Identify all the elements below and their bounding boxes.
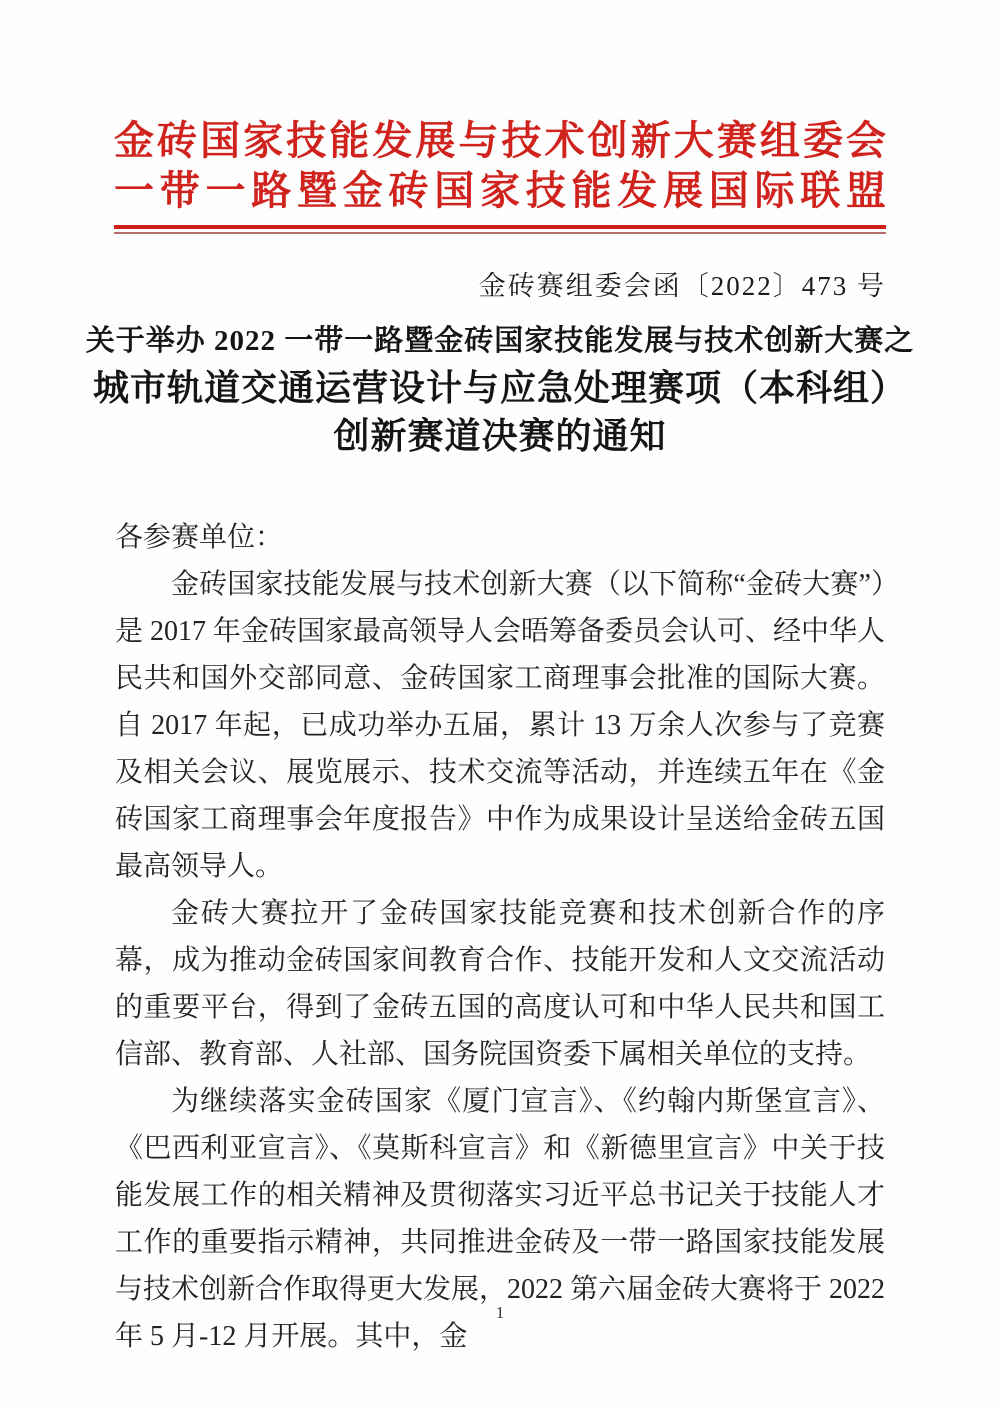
- letterhead-line1: 金砖国家技能发展与技术创新大赛组委会: [114, 118, 886, 163]
- document-title: [0, 318, 1000, 460]
- doc-number: 金砖赛组委会函〔2022〕473 号: [478, 271, 886, 301]
- letterhead-divider-rule: [114, 225, 886, 234]
- salutation: 各参赛单位：: [115, 522, 284, 553]
- body-paragraph: 为继续落实金砖国家《厦门宣言》、《约翰内斯堡宣言》、《巴西利亚宣言》、《莫斯科宣言》和《新德里宣言》中关于技能发展工作的相关精神及贯彻落实习近平总书记关于技能人才工作的重要指示精神，共同推进金砖及一带一路国家技能发展与技术创新合作取得更大发展，2022 第六届金砖大赛将于 2022 年 5 月-12 月开展。其中，金: [115, 1086, 886, 1352]
- letterhead: [114, 116, 886, 216]
- title-line3: 创新赛道决赛的通知: [333, 416, 667, 456]
- body-paragraph: 金砖大赛拉开了金砖国家技能竞赛和技术创新合作的序幕，成为推动金砖国家间教育合作、技能开发和人文交流活动的重要平台，得到了金砖五国的高度认可和中华人民共和国工信部、教育部、人社部、国务院国资委下属相关单位的支持。: [115, 898, 885, 1070]
- title-line2: 城市轨道交通运营设计与应急处理赛项（本科组）: [92, 368, 907, 408]
- document-body: [115, 514, 885, 1360]
- body-paragraph: 金砖国家技能发展与技术创新大赛（以下简称“金砖大赛”）是 2017 年金砖国家最高领导人会晤筹备委员会认可、经中华人民共和国外交部同意、金砖国家工商理事会批准的国际大赛。自 2017 年起，已成功举办五届，累计 13 万余人次参与了竞赛及相关会议、展览展示、技术交流等活动，并连续五年在《金砖国家工商理事会年度报告》中作为成果设计呈送给金砖五国最高领导人。: [115, 569, 886, 882]
- letterhead-line2: 一带一路暨金砖国家技能发展国际联盟: [114, 168, 886, 213]
- title-line1: 关于举办 2022 一带一路暨金砖国家技能发展与技术创新大赛之: [85, 325, 915, 357]
- page-number: 1: [495, 1303, 505, 1322]
